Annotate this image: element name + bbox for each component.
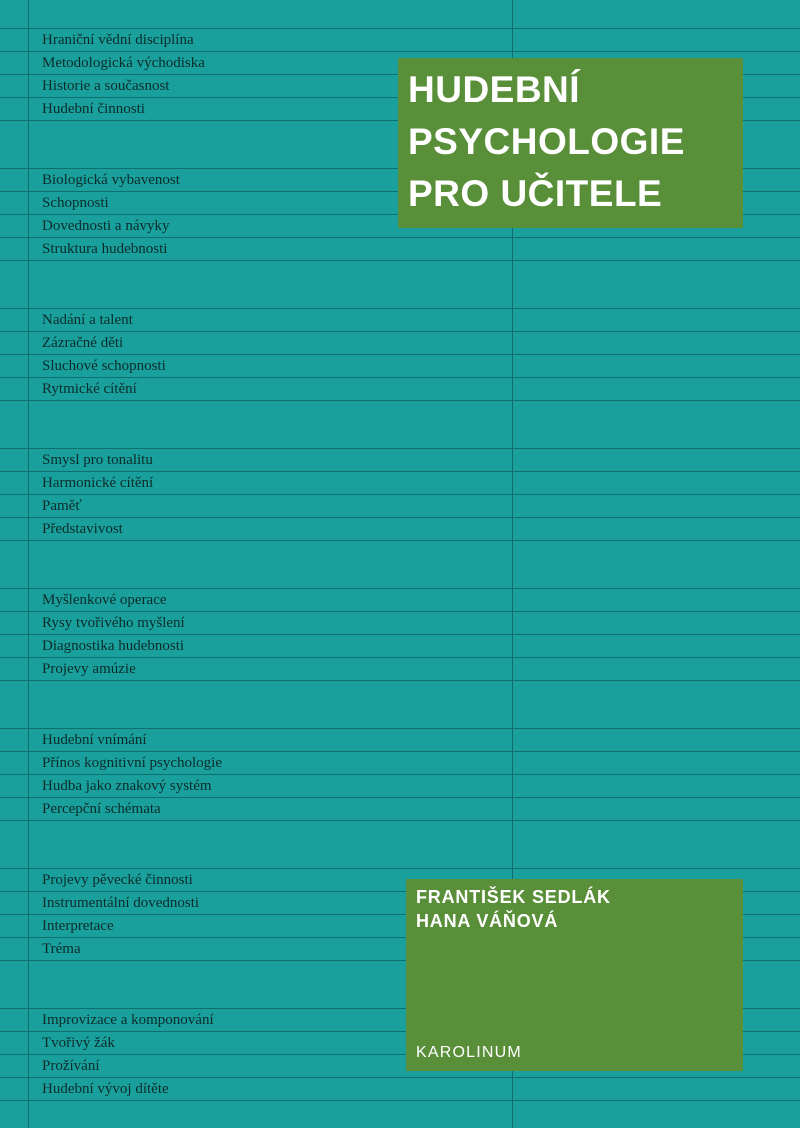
contents-row-text: Improvizace a komponování xyxy=(42,1012,214,1028)
contents-row-text: Hudba jako znakový systém xyxy=(42,778,212,794)
contents-row xyxy=(0,797,800,821)
title-line-3: PRO UČITELE xyxy=(408,173,663,214)
contents-row xyxy=(0,354,800,377)
contents-row-text: Přínos kognitivní psychologie xyxy=(42,755,222,771)
contents-row-text: Tvořivý žák xyxy=(42,1035,115,1051)
contents-row-text: Schopnosti xyxy=(42,195,109,211)
contents-row-text: Nadání a talent xyxy=(42,312,133,328)
author-box xyxy=(406,879,743,1071)
contents-row-text: Hudební vývoj dítěte xyxy=(42,1081,169,1097)
contents-row xyxy=(0,657,800,681)
contents-row-text: Struktura hudebnosti xyxy=(42,241,168,257)
contents-row xyxy=(0,611,800,634)
contents-row-text: Sluchové schopnosti xyxy=(42,358,166,374)
contents-row xyxy=(0,377,800,401)
contents-row-text: Tréma xyxy=(42,941,81,957)
contents-row-text: Prožívání xyxy=(42,1058,100,1074)
contents-row xyxy=(0,634,800,657)
contents-row xyxy=(0,448,800,471)
contents-row-text: Myšlenkové operace xyxy=(42,592,167,608)
contents-row-text: Projevy amúzie xyxy=(42,661,136,677)
contents-row-text: Historie a současnost xyxy=(42,78,170,94)
contents-row xyxy=(0,308,800,331)
contents-row-text: Zázračné děti xyxy=(42,335,124,351)
contents-row-text: Interpretace xyxy=(42,918,114,934)
contents-row-text: Instrumentální dovednosti xyxy=(42,895,200,911)
contents-row xyxy=(0,588,800,611)
publisher-name: KAROLINUM xyxy=(416,1044,522,1061)
contents-group xyxy=(0,728,800,821)
author-name-2: HANA VÁŇOVÁ xyxy=(416,911,559,931)
contents-row xyxy=(0,517,800,541)
contents-row xyxy=(0,331,800,354)
contents-group xyxy=(0,588,800,681)
author-name-1: FRANTIŠEK SEDLÁK xyxy=(416,887,611,907)
contents-row xyxy=(0,728,800,751)
contents-row-text: Harmonické cítění xyxy=(42,475,154,491)
contents-row-text: Paměť xyxy=(42,498,82,514)
contents-row-text: Dovednosti a návyky xyxy=(42,218,170,234)
contents-row xyxy=(0,237,800,261)
contents-row-text: Smysl pro tonalitu xyxy=(42,452,153,468)
contents-row-text: Rytmické cítění xyxy=(42,381,137,397)
contents-row-text: Biologická vybavenost xyxy=(42,172,180,188)
title-box xyxy=(398,58,743,228)
contents-row-text: Projevy pěvecké činnosti xyxy=(42,872,193,888)
contents-row-text: Percepční schémata xyxy=(42,801,161,817)
contents-row xyxy=(0,471,800,494)
contents-row-text: Hraniční vědní disciplína xyxy=(42,32,194,48)
contents-group xyxy=(0,308,800,401)
contents-row xyxy=(0,494,800,517)
contents-row-text: Hudební vnímání xyxy=(42,732,147,748)
title-line-1: HUDEBNÍ xyxy=(408,69,581,110)
contents-row-text: Hudební činnosti xyxy=(42,101,145,117)
contents-row xyxy=(0,774,800,797)
contents-row-text: Představivost xyxy=(42,521,123,537)
contents-row xyxy=(0,1077,800,1101)
contents-row-text: Rysy tvořivého myšlení xyxy=(42,615,185,631)
contents-row xyxy=(0,28,800,51)
contents-row xyxy=(0,751,800,774)
contents-row-text: Metodologická východiska xyxy=(42,55,205,71)
title-line-2: PSYCHOLOGIE xyxy=(408,121,685,162)
contents-row-text: Diagnostika hudebnosti xyxy=(42,638,185,654)
contents-group xyxy=(0,448,800,541)
